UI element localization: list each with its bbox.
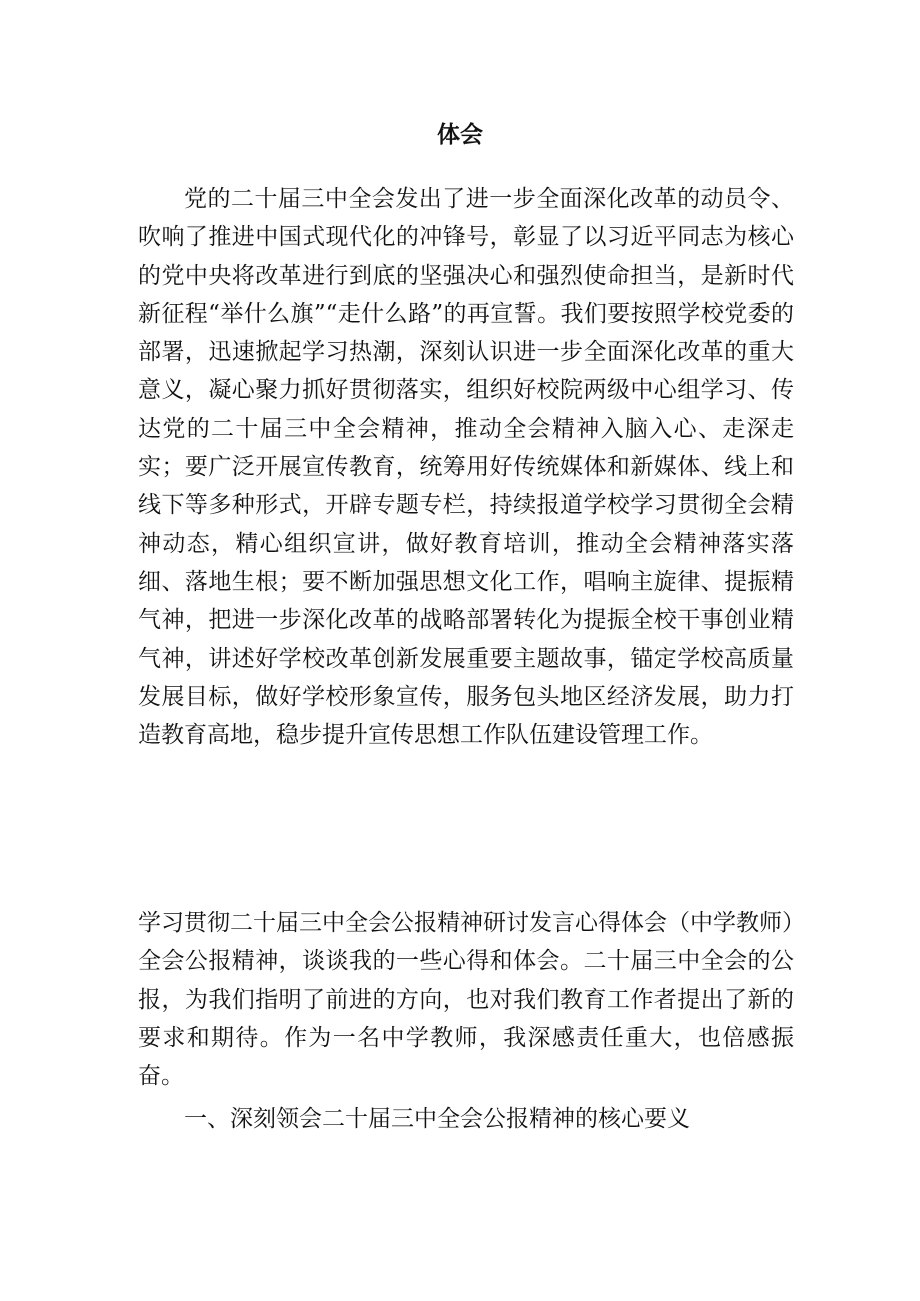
document-title: 体会 bbox=[437, 122, 483, 148]
body-paragraph-2 bbox=[138, 904, 805, 1095]
article-heading: 学习贯彻二十届三中全会公报精神研讨发言心得体会（中学教师） bbox=[138, 910, 805, 936]
body-paragraph-1: 党的二十届三中全会发出了进一步全面深化改革的动员令、吹响了推进中国式现代化的冲锋号，彰显了以习近平同志为核心的党中央将改革进行到底的坚强决心和强烈使命担当，是新时代新征程“举什么旗”“走什么路”的再宣誓。我们要按照学校党委的部署，迅速掀起学习热潮，深刻认识进一步全面深化改革的重大意义，凝心聚力抓好贯彻落实，组织好校院两级中心组学习、传达党的二十届三中全会精神，推动全会精神入脑入心、走深走实；要广泛开展宣传教育，统筹用好传统媒体和新媒体、线上和线下等多种形式，开辟专题专栏，持续报道学校学习贯彻全会精神动态，精心组织宣讲，做好教育培训，推动全会精神落实落细、落地生根；要不断加强思想文化工作，唱响主旋律、提振精气神，把进一步深化改革的战略部署转化为提振全校干事创业精气神，讲述好学校改革创新发展重要主题故事，锚定学校高质量发展目标，做好学校形象宣传，服务包头地区经济发展，助力打造教育高地，稳步提升宣传思想工作队伍建设管理工作。 bbox=[138, 186, 794, 749]
article-body: 全会公报精神，谈谈我的一些心得和体会。二十届三中全会的公报，为我们指明了前进的方向，也对我们教育工作者提出了新的要求和期待。作为一名中学教师，我深感责任重大，也倍感振奋。 bbox=[138, 948, 794, 1090]
section-heading: 一、深刻领会二十届三中全会公报精神的核心要义 bbox=[184, 1106, 690, 1132]
